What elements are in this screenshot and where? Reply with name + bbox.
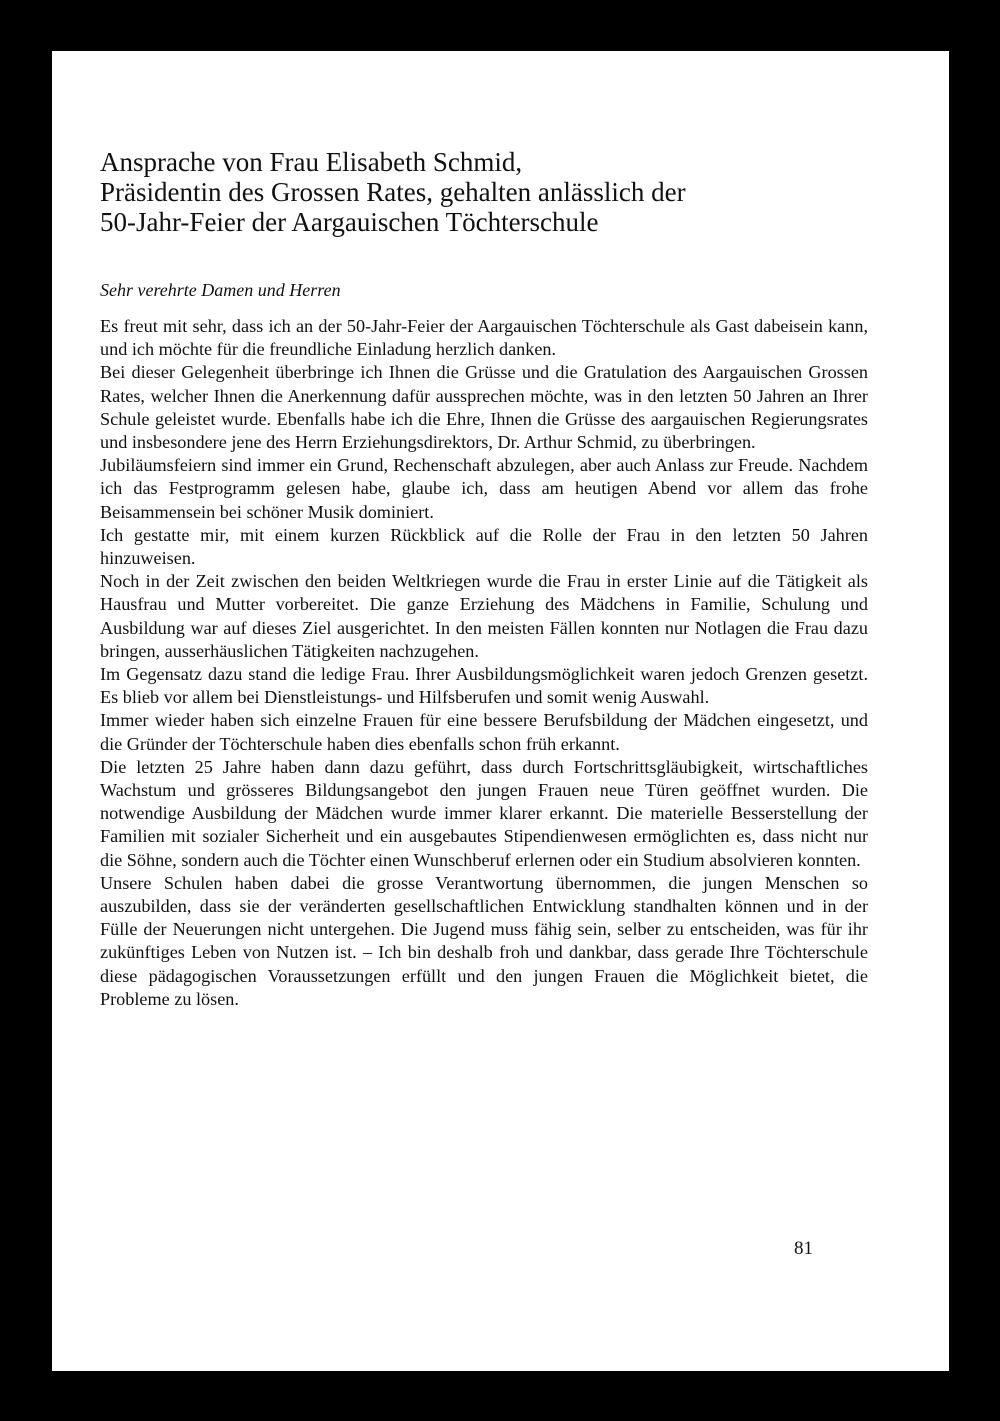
paragraph: Ich gestatte mir, mit einem kurzen Rückblick auf die Rolle der Frau in den letzten 50 Jahren hinzuweisen.: [100, 524, 868, 569]
speech-body: [100, 315, 868, 1011]
title-line: Ansprache von Frau Elisabeth Schmid,: [100, 147, 523, 177]
paragraph: Bei dieser Gelegenheit überbringe ich Ihnen die Grüsse und die Gratulation des Aargauischen Grossen Rates, welcher Ihnen die Anerkennung dafür aussprechen möchte, was in den letzten 50 Jahren an Ihrer Schule geleistet wurde. Ebenfalls habe ich die Ehre, Ihnen die Grüsse des aargauischen Regierungsrates und insbesondere jene des Herrn Erziehungsdirektors, Dr. Arthur Schmid, zu überbringen.: [100, 362, 868, 453]
page-title: [100, 147, 900, 237]
paragraph: Im Gegensatz dazu stand die ledige Frau. Ihrer Ausbildungsmöglichkeit waren jedoch Grenzen gesetzt. Es blieb vor allem bei Dienstleistungs- und Hilfsberufen und somit wenig Auswahl.: [100, 664, 868, 708]
title-line: 50-Jahr-Feier der Aargauischen Töchterschule: [100, 207, 599, 237]
paragraph: Immer wieder haben sich einzelne Frauen für eine bessere Berufsbildung der Mädchen eingesetzt, und die Gründer der Töchterschule haben dies ebenfalls schon früh erkannt.: [100, 710, 868, 754]
paragraph: Noch in der Zeit zwischen den beiden Weltkriegen wurde die Frau in erster Linie auf die Tätigkeit als Hausfrau und Mutter vorbereitet. Die ganze Erziehung des Mädchens in Familie, Schulung und Ausbildung war auf dieses Ziel ausgerichtet. In den meisten Fällen konnten nur Notlagen die Frau dazu bringen, ausserhäuslichen Tätigkeiten nachzugehen.: [100, 571, 868, 661]
paragraph: Jubiläumsfeiern sind immer ein Grund, Rechenschaft abzulegen, aber auch Anlass zur Freude. Nachdem ich das Festprogramm gelesen habe, glaube ich, dass am heutigen Abend vor allem das frohe Beisammensein bei schöner Musik dominiert.: [100, 455, 868, 522]
document-page: [52, 51, 949, 1371]
salutation: Sehr verehrte Damen und Herren: [100, 280, 341, 300]
page-number: 81: [794, 1238, 813, 1259]
title-line: Präsidentin des Grossen Rates, gehalten anlässlich der: [100, 177, 686, 207]
paragraph: Es freut mit sehr, dass ich an der 50-Jahr-Feier der Aargauischen Töchterschule als Gast dabeisein kann, und ich möchte für die freundliche Einladung herzlich danken.: [100, 316, 868, 360]
paragraph: Unsere Schulen haben dabei die grosse Verantwortung übernommen, die jungen Menschen so auszubilden, dass sie der veränderten gesellschaftlichen Entwicklung standhalten können und in der Fülle der Neuerungen nicht untergehen. Die Jugend muss fähig sein, selber zu entscheiden, was für ihr zukünftiges Leben von Nutzen ist. – Ich bin deshalb froh und dankbar, dass gerade Ihre Töchterschule diese pädagogischen Voraussetzungen erfüllt und den jungen Frauen die Möglichkeit bietet, die Probleme zu lösen.: [100, 872, 868, 1009]
paragraph: Die letzten 25 Jahre haben dann dazu geführt, dass durch Fortschrittsgläubigkeit, wirtschaftliches Wachstum und grösseres Bildungsangebot den jungen Frauen neue Türen geöffnet wurden. Die notwendige Ausbildung der Mädchen wurde immer klarer erkannt. Die materielle Besserstellung der Familien mit sozialer Sicherheit und ein ausgebautes Stipendienwesen ermöglichten es, dass nicht nur die Söhne, sondern auch die Töchter einen Wunschberuf erlernen oder ein Studium absolvieren konnten.: [100, 756, 868, 870]
